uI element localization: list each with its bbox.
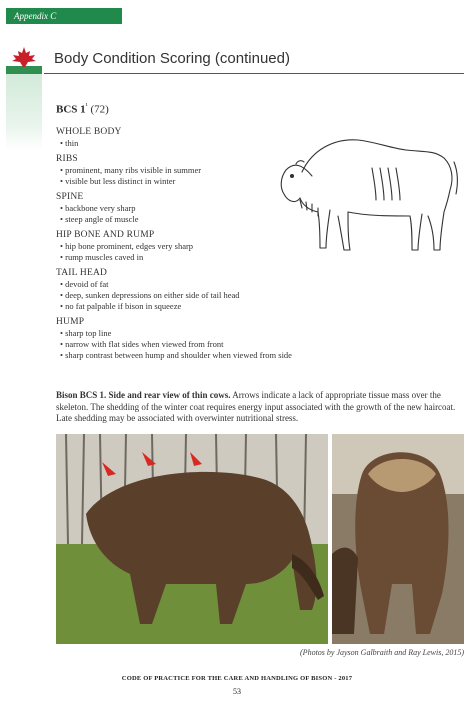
criteria-item: • hip bone prominent, edges very sharp bbox=[56, 241, 346, 252]
criteria-item: • prominent, many ribs visible in summer bbox=[56, 165, 346, 176]
criteria-heading: TAIL HEAD bbox=[56, 268, 108, 278]
page-title: Body Condition Scoring (continued) bbox=[54, 50, 290, 67]
criteria-item: • thin bbox=[56, 138, 346, 149]
criteria-heading: HUMP bbox=[56, 317, 85, 327]
bison-rear-photo bbox=[332, 434, 464, 644]
criteria-item: • rump muscles caved in bbox=[56, 252, 346, 263]
title-divider bbox=[44, 73, 464, 74]
criteria-item: • steep angle of muscle bbox=[56, 214, 346, 225]
criteria-item: • deep, sunken depressions on either side of tail head bbox=[56, 290, 346, 301]
criteria-item: • sharp contrast between hump and shoulder when viewed from side bbox=[56, 350, 346, 361]
appendix-tab bbox=[6, 8, 122, 24]
caption-bold: Bison BCS 1. Side and rear view of thin cows. bbox=[56, 390, 231, 400]
maple-leaf-icon bbox=[9, 46, 39, 68]
criteria-item: • backbone very sharp bbox=[56, 203, 346, 214]
criteria-heading: WHOLE BODY bbox=[56, 127, 122, 137]
criteria-item: • sharp top line bbox=[56, 328, 346, 339]
footer-text: CODE OF PRACTICE FOR THE CARE AND HANDLING OF BISON - 2017 bbox=[121, 675, 353, 682]
criteria-heading: SPINE bbox=[56, 192, 84, 202]
bison-line-drawing bbox=[272, 128, 462, 260]
bcs-superscript: ¹ bbox=[85, 102, 88, 110]
bcs-paren: (72) bbox=[90, 103, 109, 116]
criteria-item: • no fat palpable if bison in squeeze bbox=[56, 301, 346, 312]
photo-credit: (Photos by Jayson Galbraith and Ray Lewis, 2015) bbox=[300, 648, 464, 657]
page-number: 53 bbox=[233, 687, 241, 696]
appendix-label: Appendix C bbox=[14, 11, 57, 21]
criteria-item: • visible but less distinct in winter bbox=[56, 176, 346, 187]
criteria-item: • devoid of fat bbox=[56, 279, 346, 290]
criteria-heading: HIP BONE AND RUMP bbox=[56, 230, 155, 240]
caption-text: Arrows indicate a lack of appropriate tissue mass over the skeleton. The shedding of the winter coat requires energy input associated with the growth of the new haircoat. Late shedding may be associated with overwinter nutritional stress. bbox=[56, 390, 456, 423]
bison-side-photo bbox=[56, 434, 328, 644]
figure-caption bbox=[56, 390, 466, 425]
criteria-item: • narrow with flat sides when viewed from front bbox=[56, 339, 346, 350]
bcs-label: BCS 1 bbox=[56, 103, 86, 116]
criteria-group bbox=[56, 267, 346, 312]
side-band bbox=[6, 66, 42, 150]
bcs-heading bbox=[56, 102, 109, 116]
criteria-group bbox=[56, 316, 346, 361]
criteria-heading: RIBS bbox=[56, 154, 78, 164]
